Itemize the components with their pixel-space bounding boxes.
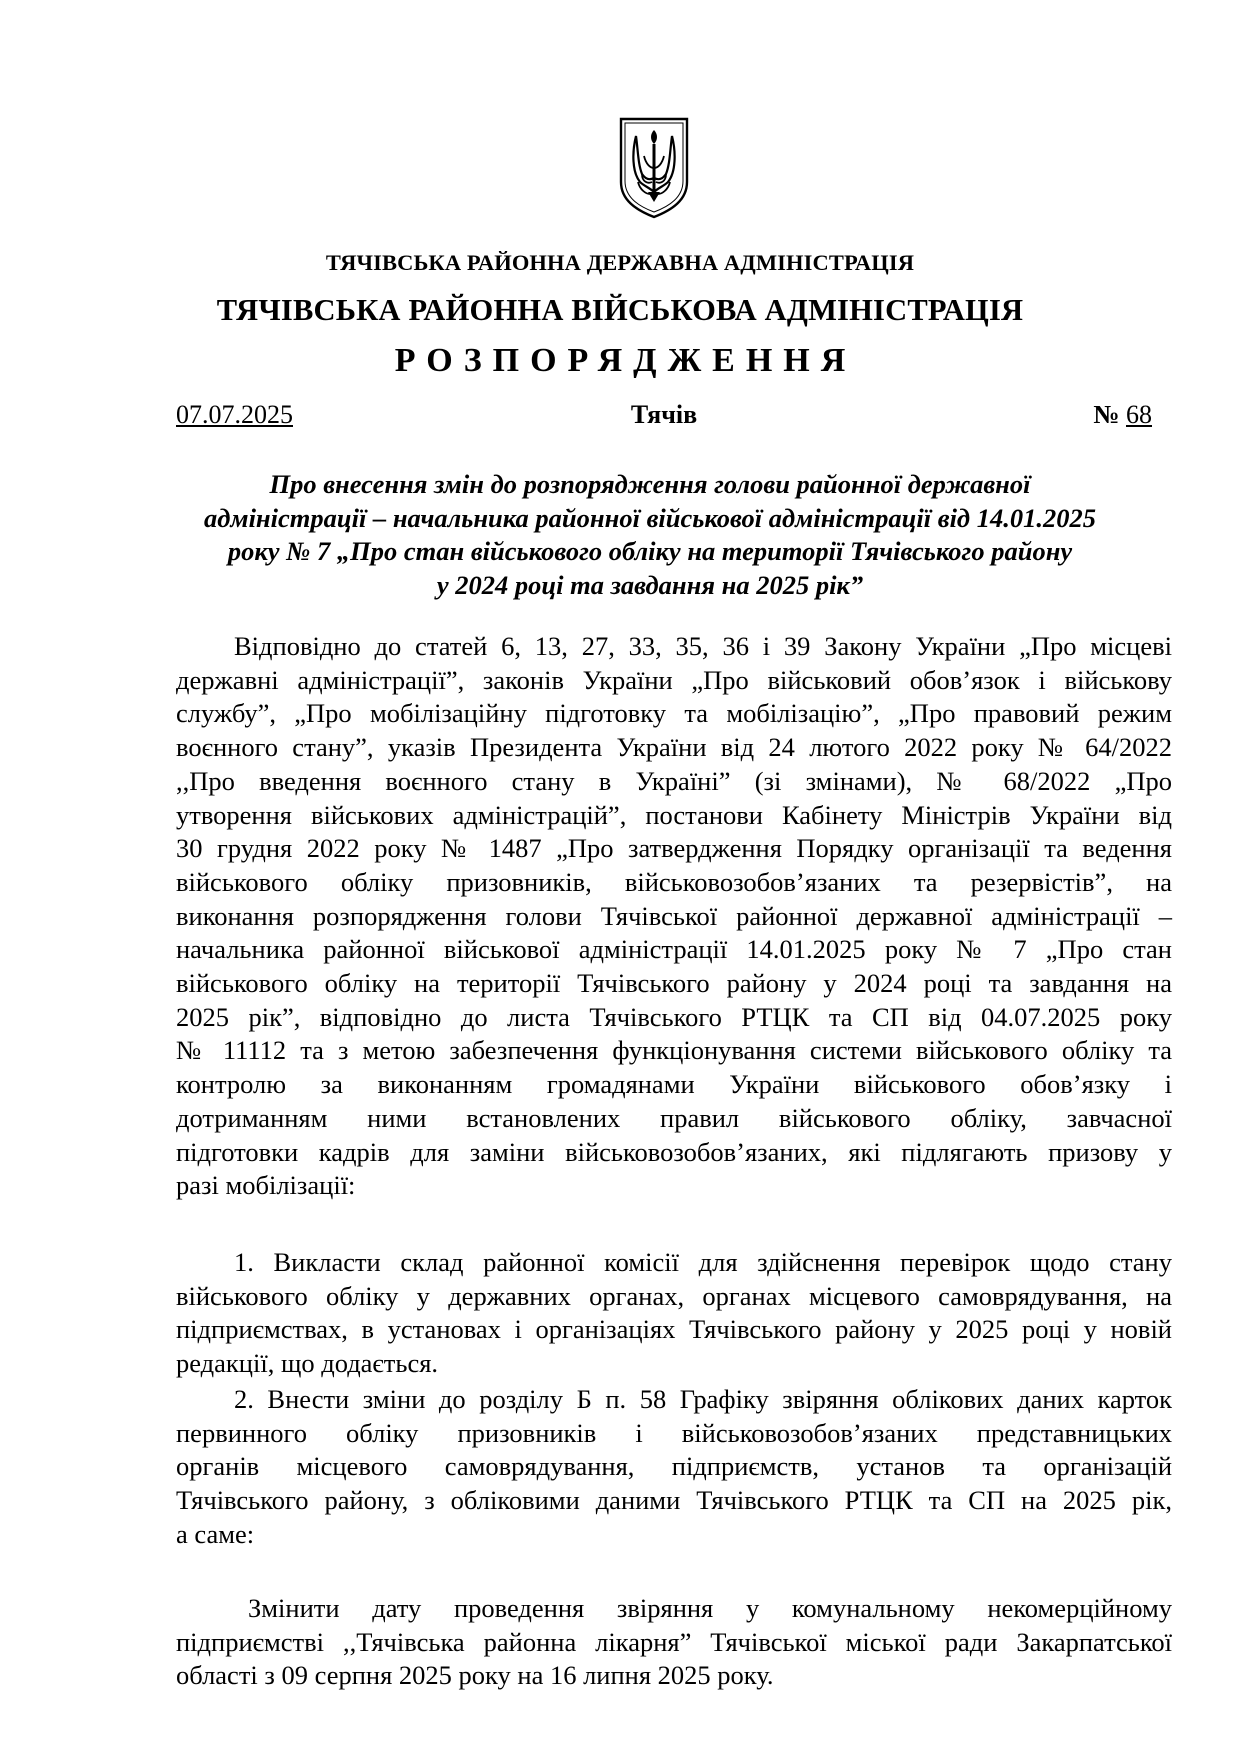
document-date: 07.07.2025 [176,400,293,429]
number-sign: № [1093,400,1120,429]
text-line: виконання розпорядження голови Тячівської районної державної адміністрації – [176,900,1172,931]
coat-of-arms-icon [618,116,690,220]
text-line: державні адміністрації”, законів України „Про військовий обов’язок і військову [176,664,1172,695]
text-line: військового обліку на території Тячівського району у 2024 році та завдання на [176,968,1172,999]
text-line: редакції, що додається. [176,1348,439,1379]
text-line: ,,Про введення воєнного стану в Україні” (зі змінами), № 68/2022 „Про [176,765,1172,796]
document-number [1093,400,1152,430]
text-line: підготовки кадрів для заміни військовозобов’язаних, які підлягають призову у [176,1136,1172,1167]
text-line: воєнного стану”, указів Президента України від 24 лютого 2022 року № 64/2022 [176,732,1172,763]
text-line: а саме: [176,1518,255,1549]
title-line: у 2024 році та завдання на 2025 рік” [436,569,864,600]
text-line: № 11112 та з метою забезпечення функціонування системи військового обліку та [176,1035,1172,1066]
document-city: Тячів [630,400,698,429]
text-line: Тячівського району, з обліковими даними Тячівського РТЦК та СП на 2025 рік, [176,1485,1172,1516]
text-line: Змінити дату проведення звіряння у комунальному некомерційному [248,1593,1172,1623]
title-line: адміністрації – начальника районної військової адміністрації від 14.01.2025 [204,502,1096,533]
text-line: підприємстві ,,Тячівська районна лікарня” Тячівської міської ради Закарпатської [176,1626,1172,1657]
document-title [160,468,1140,602]
text-line: утворення військових адміністрацій”, постанови Кабінету Міністрів України від [176,799,1172,830]
title-line: року № 7 „Про стан військового обліку на території Тячівського району [227,536,1073,566]
text-line: 2. Внести зміни до розділу Б п. 58 Графіку звіряння облікових даних карток [234,1384,1172,1414]
text-line: військового обліку призовників, військовозобов’язаних та резервістів”, на [176,866,1172,897]
text-line: контролю за виконанням громадянами України військового обов’язку і [176,1069,1172,1100]
text-line: органів місцевого самоврядування, підприємств, установ та організацій [176,1451,1172,1482]
item-2-change-paragraph [176,1592,1172,1693]
military-administration-heading: ТЯЧІВСЬКА РАЙОННА ВІЙСЬКОВА АДМІНІСТРАЦІЯ [216,293,1024,327]
text-line: начальника районної військової адміністрації 14.01.2025 року № 7 „Про стан [176,934,1172,965]
text-line: дотриманням ними встановлених правил військового обліку, завчасної [176,1102,1172,1133]
preamble-paragraph [176,630,1172,1203]
text-line: Відповідно до статей 6, 13, 27, 33, 35, 36 і 39 Закону України „Про місцеві [234,631,1172,661]
state-administration-heading: ТЯЧІВСЬКА РАЙОННА ДЕРЖАВНА АДМІНІСТРАЦІЯ [325,250,915,275]
text-line: області з 09 серпня 2025 року на 16 липня 2025 року. [176,1660,774,1691]
document-type-heading: РОЗПОРЯДЖЕННЯ [394,342,857,379]
text-line: 1. Викласти склад районної комісії для здійснення перевірок щодо стану [234,1247,1172,1277]
title-line: Про внесення змін до розпорядження голови районної державної [269,469,1031,499]
number-value: 68 [1126,400,1152,429]
item-1-paragraph [176,1246,1172,1381]
text-line: 30 грудня 2022 року № 1487 „Про затвердження Порядку організації та ведення [176,833,1172,864]
text-line: підприємствах, в установах і організаціях Тячівського району у 2025 році у новій [176,1314,1172,1345]
text-line: 2025 рік”, відповідно до листа Тячівського РТЦК та СП від 04.07.2025 року [176,1001,1172,1032]
item-2-paragraph [176,1383,1172,1552]
text-line: військового обліку у державних органах, органах місцевого самоврядування, на [176,1280,1172,1311]
document-meta-row [176,400,1152,434]
text-line: службу”, „Про мобілізаційну підготовку та мобілізацію”, „Про правовий режим [176,698,1172,729]
text-line: первинного обліку призовників і військовозобов’язаних представницьких [176,1417,1172,1448]
text-line: разі мобілізації: [176,1170,356,1201]
